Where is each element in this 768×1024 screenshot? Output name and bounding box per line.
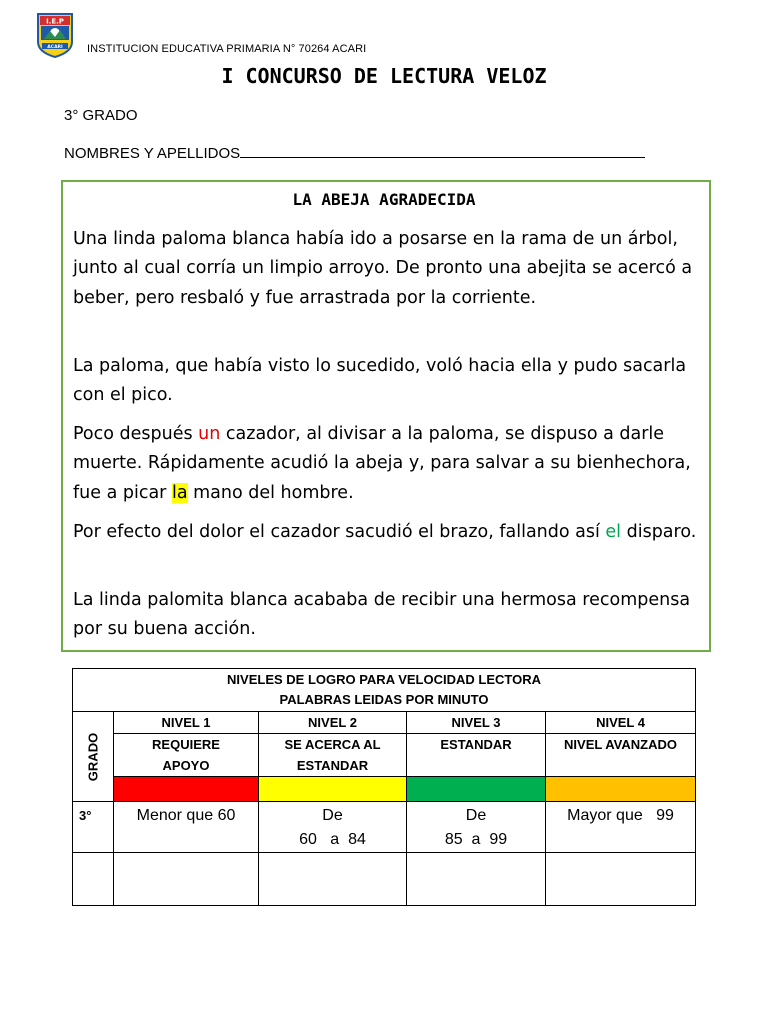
empty-cell[interactable]: [546, 853, 696, 906]
range-line: 85 a 99: [444, 831, 508, 848]
grade-label: 3° GRADO: [64, 107, 138, 124]
names-field[interactable]: [64, 142, 645, 162]
names-underline[interactable]: [240, 142, 645, 158]
table-title-line-2: PALABRAS LEIDAS POR MINUTO: [279, 692, 489, 707]
paragraph-3-part-c: mano del hombre.: [187, 482, 354, 503]
range-line: De: [465, 807, 487, 824]
paragraph-5: La linda palomita blanca acababa de recibir una hermosa recompensa por su buena acción.: [73, 590, 691, 640]
highlighted-word-green: el: [605, 522, 622, 542]
school-logo: [36, 12, 74, 58]
paragraph-3: [73, 420, 713, 508]
paragraph-3-part-a: Poco después: [73, 424, 199, 444]
page-title: I CONCURSO DE LECTURA VELOZ: [221, 64, 547, 88]
level-description: [546, 734, 696, 777]
level-color-swatch: [407, 777, 546, 802]
table-title: [73, 669, 696, 712]
grade-column-header: [73, 712, 114, 802]
level-range: [114, 802, 259, 853]
level-header: NIVEL 2: [259, 712, 407, 734]
paragraph-4-part-a: Por efecto del dolor el cazador sacudió el brazo, fallando así: [73, 522, 606, 542]
paragraph-2: La paloma, que había visto lo sucedido, voló hacia ella y pudo sacarla con el pico.: [73, 356, 687, 406]
reading-levels-table: [72, 668, 696, 906]
paragraph-3-part-b: cazador, al divisar a la paloma, se dispuso a darle muerte. Rápidamente acudió la abeja y, para salvar a su bienhechora, fue a picar: [73, 424, 691, 503]
level-color-swatch: [114, 777, 259, 802]
logo-text-top: I.E.P: [46, 17, 64, 26]
highlighted-word-red: un: [198, 424, 221, 444]
range-line: Menor que 60: [136, 807, 236, 824]
level-desc-line: ESTANDAR: [296, 758, 369, 773]
empty-cell[interactable]: [114, 853, 259, 906]
level-header: NIVEL 3: [407, 712, 546, 734]
grade-header-text: GRADO: [85, 732, 101, 781]
level-header: NIVEL 1: [114, 712, 259, 734]
empty-cell[interactable]: [259, 853, 407, 906]
range-line: 60 a 84: [299, 831, 366, 848]
level-desc-line: NIVEL AVANZADO: [564, 737, 677, 752]
paragraph-4-part-b: disparo.: [621, 522, 697, 542]
level-range: [407, 802, 546, 853]
range-line: Mayor que 99: [567, 807, 674, 824]
paragraph-1: Una linda paloma blanca había ido a posarse en la rama de un árbol, junto al cual corría un limpio arroyo. De pronto una abejita se acercó a beber, pero resbaló y fue arrastrada por la corriente.: [73, 229, 693, 308]
level-range: [259, 802, 407, 853]
level-description: [114, 734, 259, 777]
level-description: [259, 734, 407, 777]
level-desc-line: APOYO: [162, 758, 210, 773]
names-label: NOMBRES Y APELLIDOS: [64, 145, 241, 162]
level-desc-line: REQUIERE: [152, 737, 220, 752]
level-description: [407, 734, 546, 777]
row-grade: 3°: [73, 802, 114, 853]
level-header: NIVEL 4: [546, 712, 696, 734]
empty-cell[interactable]: [407, 853, 546, 906]
level-range: [546, 802, 696, 853]
paragraph-4: [73, 518, 713, 547]
logo-text-bottom: ACARI: [47, 45, 63, 50]
highlighted-word-yellow: la: [171, 482, 188, 503]
range-line: De: [322, 807, 343, 824]
level-desc-line: SE ACERCA AL: [284, 737, 381, 752]
level-color-swatch: [259, 777, 407, 802]
school-name: INSTITUCION EDUCATIVA PRIMARIA N° 70264 ACARI: [87, 43, 367, 55]
empty-cell[interactable]: [73, 853, 114, 906]
story-title: LA ABEJA AGRADECIDA: [292, 190, 476, 209]
level-desc-line: ESTANDAR: [440, 737, 512, 752]
table-title-line-1: NIVELES DE LOGRO PARA VELOCIDAD LECTORA: [227, 672, 541, 687]
level-color-swatch: [546, 777, 696, 802]
